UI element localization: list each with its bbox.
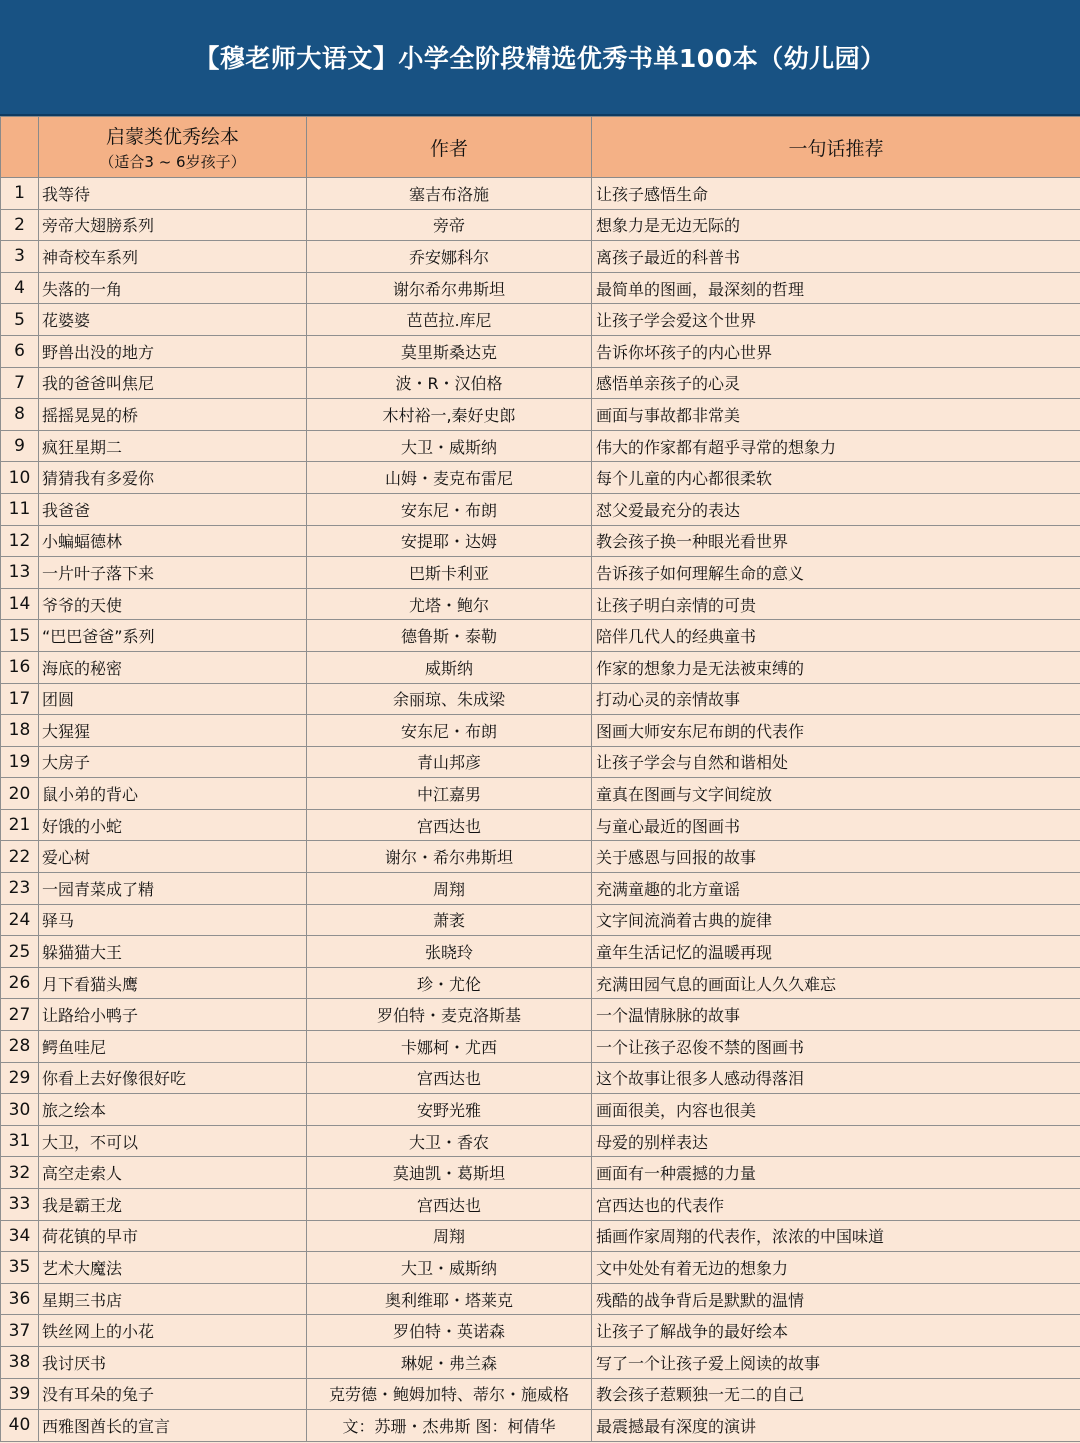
- book-recommendation: 充满童趣的北方童谣: [592, 873, 1080, 905]
- table-row: [1, 178, 1080, 210]
- table-row: [1, 1125, 1080, 1157]
- book-author: 宫西达也: [307, 1189, 592, 1221]
- book-title: 大房子: [39, 746, 307, 778]
- book-author: 青山邦彦: [307, 746, 592, 778]
- book-title: 一片叶子落下来: [39, 557, 307, 589]
- table-row: [1, 430, 1080, 462]
- row-number: 8: [1, 399, 39, 431]
- book-recommendation: 让孩子了解战争的最好绘本: [592, 1315, 1080, 1347]
- book-author: 芭芭拉.库尼: [307, 304, 592, 336]
- table-row: [1, 557, 1080, 589]
- book-author: 大卫・香农: [307, 1125, 592, 1157]
- book-title: 西雅图酋长的宣言: [39, 1410, 307, 1442]
- book-title: 爱心树: [39, 841, 307, 873]
- book-recommendation: 充满田园气息的画面让人久久难忘: [592, 967, 1080, 999]
- book-title: 失落的一角: [39, 272, 307, 304]
- header-book-label: 启蒙类优秀绘本: [105, 126, 239, 148]
- table-row: [1, 683, 1080, 715]
- table-row: [1, 1378, 1080, 1410]
- table-header-row: [1, 117, 1080, 178]
- table-row: [1, 1346, 1080, 1378]
- table-row: [1, 272, 1080, 304]
- book-recommendation: 让孩子明白亲情的可贵: [592, 588, 1080, 620]
- row-number: 24: [1, 904, 39, 936]
- book-recommendation: 让孩子学会与自然和谐相处: [592, 746, 1080, 778]
- book-recommendation: 童年生活记忆的温暖再现: [592, 936, 1080, 968]
- book-title: 好饿的小蛇: [39, 809, 307, 841]
- book-recommendation: 想象力是无边无际的: [592, 209, 1080, 241]
- book-author: 巴斯卡利亚: [307, 557, 592, 589]
- book-author: 乔安娜科尔: [307, 241, 592, 273]
- row-number: 23: [1, 873, 39, 905]
- book-title: 大猩猩: [39, 715, 307, 747]
- row-number: 25: [1, 936, 39, 968]
- book-title: 让路给小鸭子: [39, 999, 307, 1031]
- row-number: 36: [1, 1283, 39, 1315]
- header-book-age: （适合3 ~ 6岁孩子）: [99, 153, 246, 171]
- row-number: 3: [1, 241, 39, 273]
- book-author: 安东尼・布朗: [307, 715, 592, 747]
- table-row: [1, 588, 1080, 620]
- row-number: 29: [1, 1062, 39, 1094]
- book-title: 神奇校车系列: [39, 241, 307, 273]
- book-title: 团圆: [39, 683, 307, 715]
- book-author: 卡娜柯・尤西: [307, 1031, 592, 1063]
- book-title: 摇摇晃晃的桥: [39, 399, 307, 431]
- book-title: 鼠小弟的背心: [39, 778, 307, 810]
- page-title: 【穆老师大语文】小学全阶段精选优秀书单100本（幼儿园）: [194, 44, 886, 73]
- book-recommendation: 告诉孩子如何理解生命的意义: [592, 557, 1080, 589]
- title-bar: [0, 0, 1080, 116]
- book-recommendation: 关于感恩与回报的故事: [592, 841, 1080, 873]
- row-number: 12: [1, 525, 39, 557]
- book-recommendation: 感悟单亲孩子的心灵: [592, 367, 1080, 399]
- row-number: 21: [1, 809, 39, 841]
- book-title: 荷花镇的早市: [39, 1220, 307, 1252]
- book-author: 罗伯特・英诺森: [307, 1315, 592, 1347]
- row-number: 18: [1, 715, 39, 747]
- book-title: 旅之绘本: [39, 1094, 307, 1126]
- header-book: [39, 117, 307, 178]
- book-author: 威斯纳: [307, 651, 592, 683]
- book-recommendation: 宫西达也的代表作: [592, 1189, 1080, 1221]
- book-recommendation: 陪伴几代人的经典童书: [592, 620, 1080, 652]
- book-recommendation: 教会孩子换一种眼光看世界: [592, 525, 1080, 557]
- row-number: 9: [1, 430, 39, 462]
- table-row: [1, 936, 1080, 968]
- table-row: [1, 651, 1080, 683]
- table-row: [1, 304, 1080, 336]
- row-number: 11: [1, 493, 39, 525]
- book-recommendation: 图画大师安东尼布朗的代表作: [592, 715, 1080, 747]
- book-list-table: [0, 116, 1080, 1442]
- book-author: 大卫・威斯纳: [307, 430, 592, 462]
- book-author: 莫里斯桑达克: [307, 335, 592, 367]
- book-author: 宫西达也: [307, 809, 592, 841]
- row-number: 10: [1, 462, 39, 494]
- book-recommendation: 离孩子最近的科普书: [592, 241, 1080, 273]
- book-author: 宫西达也: [307, 1062, 592, 1094]
- book-recommendation: 让孩子感悟生命: [592, 178, 1080, 210]
- table-row: [1, 873, 1080, 905]
- table-row: [1, 399, 1080, 431]
- book-author: 安东尼・布朗: [307, 493, 592, 525]
- book-author: 文：苏珊・杰弗斯 图：柯倩华: [307, 1410, 592, 1442]
- header-author: 作者: [307, 117, 592, 178]
- book-title: 高空走索人: [39, 1157, 307, 1189]
- book-title: 疯狂星期二: [39, 430, 307, 462]
- table-row: [1, 809, 1080, 841]
- book-author: 克劳德・鲍姆加特、蒂尔・施威格: [307, 1378, 592, 1410]
- table-row: [1, 209, 1080, 241]
- book-recommendation: 最简单的图画，最深刻的哲理: [592, 272, 1080, 304]
- book-recommendation: 画面与事故都非常美: [592, 399, 1080, 431]
- book-title: 驿马: [39, 904, 307, 936]
- book-author: 琳妮・弗兰森: [307, 1346, 592, 1378]
- book-recommendation: 告诉你坏孩子的内心世界: [592, 335, 1080, 367]
- row-number: 38: [1, 1346, 39, 1378]
- book-recommendation: 画面有一种震撼的力量: [592, 1157, 1080, 1189]
- row-number: 39: [1, 1378, 39, 1410]
- table-row: [1, 746, 1080, 778]
- header-recommend: 一句话推荐: [592, 117, 1080, 178]
- table-row: [1, 1315, 1080, 1347]
- book-author: 山姆・麦克布雷尼: [307, 462, 592, 494]
- row-number: 15: [1, 620, 39, 652]
- row-number: 1: [1, 178, 39, 210]
- book-title: 我爸爸: [39, 493, 307, 525]
- book-recommendation: 这个故事让很多人感动得落泪: [592, 1062, 1080, 1094]
- table-row: [1, 335, 1080, 367]
- table-row: [1, 241, 1080, 273]
- row-number: 27: [1, 999, 39, 1031]
- book-title: “巴巴爸爸”系列: [39, 620, 307, 652]
- table-row: [1, 367, 1080, 399]
- row-number: 20: [1, 778, 39, 810]
- book-recommendation: 怼父爱最充分的表达: [592, 493, 1080, 525]
- book-title: 月下看猫头鹰: [39, 967, 307, 999]
- book-title: 鳄鱼哇尼: [39, 1031, 307, 1063]
- table-row: [1, 841, 1080, 873]
- book-recommendation: 每个儿童的内心都很柔软: [592, 462, 1080, 494]
- book-author: 张晓玲: [307, 936, 592, 968]
- row-number: 28: [1, 1031, 39, 1063]
- table-row: [1, 1157, 1080, 1189]
- book-recommendation: 文中处处有着无边的想象力: [592, 1252, 1080, 1284]
- book-title: 猜猜我有多爱你: [39, 462, 307, 494]
- row-number: 7: [1, 367, 39, 399]
- book-title: 我讨厌书: [39, 1346, 307, 1378]
- row-number: 17: [1, 683, 39, 715]
- book-title: 没有耳朵的兔子: [39, 1378, 307, 1410]
- book-author: 余丽琼、朱成梁: [307, 683, 592, 715]
- table-row: [1, 1410, 1080, 1442]
- book-title: 花婆婆: [39, 304, 307, 336]
- book-recommendation: 文字间流淌着古典的旋律: [592, 904, 1080, 936]
- book-title: 我等待: [39, 178, 307, 210]
- book-title: 艺术大魔法: [39, 1252, 307, 1284]
- row-number: 35: [1, 1252, 39, 1284]
- book-recommendation: 母爱的别样表达: [592, 1125, 1080, 1157]
- book-title: 星期三书店: [39, 1283, 307, 1315]
- row-number: 34: [1, 1220, 39, 1252]
- row-number: 33: [1, 1189, 39, 1221]
- book-author: 周翔: [307, 1220, 592, 1252]
- book-author: 德鲁斯・泰勒: [307, 620, 592, 652]
- book-author: 中江嘉男: [307, 778, 592, 810]
- table-row: [1, 1252, 1080, 1284]
- book-recommendation: 童真在图画与文字间绽放: [592, 778, 1080, 810]
- book-title: 一园青菜成了精: [39, 873, 307, 905]
- table-row: [1, 493, 1080, 525]
- row-number: 31: [1, 1125, 39, 1157]
- row-number: 2: [1, 209, 39, 241]
- row-number: 5: [1, 304, 39, 336]
- table-row: [1, 525, 1080, 557]
- table-row: [1, 778, 1080, 810]
- header-number: [1, 117, 39, 178]
- table-row: [1, 462, 1080, 494]
- book-recommendation: 打动心灵的亲情故事: [592, 683, 1080, 715]
- book-author: 木村裕一,秦好史郎: [307, 399, 592, 431]
- table-row: [1, 1189, 1080, 1221]
- book-title: 海底的秘密: [39, 651, 307, 683]
- book-author: 安提耶・达姆: [307, 525, 592, 557]
- book-author: 波・R・汉伯格: [307, 367, 592, 399]
- row-number: 16: [1, 651, 39, 683]
- book-recommendation: 一个让孩子忍俊不禁的图画书: [592, 1031, 1080, 1063]
- book-author: 谢尔・希尔弗斯坦: [307, 841, 592, 873]
- book-author: 安野光雅: [307, 1094, 592, 1126]
- book-recommendation: 插画作家周翔的代表作，浓浓的中国味道: [592, 1220, 1080, 1252]
- book-recommendation: 写了一个让孩子爱上阅读的故事: [592, 1346, 1080, 1378]
- book-title: 野兽出没的地方: [39, 335, 307, 367]
- book-author: 莫迪凯・葛斯坦: [307, 1157, 592, 1189]
- row-number: 22: [1, 841, 39, 873]
- table-row: [1, 1031, 1080, 1063]
- book-title: 你看上去好像很好吃: [39, 1062, 307, 1094]
- book-recommendation: 最震撼最有深度的演讲: [592, 1410, 1080, 1442]
- table-row: [1, 1062, 1080, 1094]
- book-author: 旁帝: [307, 209, 592, 241]
- book-author: 萧袤: [307, 904, 592, 936]
- book-title: 爷爷的天使: [39, 588, 307, 620]
- book-recommendation: 伟大的作家都有超乎寻常的想象力: [592, 430, 1080, 462]
- book-title: 小蝙蝠德林: [39, 525, 307, 557]
- book-recommendation: 残酷的战争背后是默默的温情: [592, 1283, 1080, 1315]
- book-author: 周翔: [307, 873, 592, 905]
- book-title: 旁帝大翅膀系列: [39, 209, 307, 241]
- book-recommendation: 画面很美，内容也很美: [592, 1094, 1080, 1126]
- table-row: [1, 967, 1080, 999]
- book-author: 罗伯特・麦克洛斯基: [307, 999, 592, 1031]
- book-author: 奥利维耶・塔莱克: [307, 1283, 592, 1315]
- table-row: [1, 1283, 1080, 1315]
- table-row: [1, 715, 1080, 747]
- row-number: 13: [1, 557, 39, 589]
- row-number: 37: [1, 1315, 39, 1347]
- row-number: 4: [1, 272, 39, 304]
- book-recommendation: 一个温情脉脉的故事: [592, 999, 1080, 1031]
- book-author: 谢尔希尔弗斯坦: [307, 272, 592, 304]
- row-number: 26: [1, 967, 39, 999]
- row-number: 19: [1, 746, 39, 778]
- row-number: 14: [1, 588, 39, 620]
- table-row: [1, 1220, 1080, 1252]
- row-number: 30: [1, 1094, 39, 1126]
- book-recommendation: 与童心最近的图画书: [592, 809, 1080, 841]
- book-author: 塞吉布洛施: [307, 178, 592, 210]
- book-recommendation: 让孩子学会爱这个世界: [592, 304, 1080, 336]
- book-title: 躲猫猫大王: [39, 936, 307, 968]
- book-author: 大卫・威斯纳: [307, 1252, 592, 1284]
- book-title: 我是霸王龙: [39, 1189, 307, 1221]
- table-row: [1, 620, 1080, 652]
- book-title: 我的爸爸叫焦尼: [39, 367, 307, 399]
- book-recommendation: 教会孩子惹颗独一无二的自己: [592, 1378, 1080, 1410]
- book-author: 珍・尤伦: [307, 967, 592, 999]
- table-row: [1, 904, 1080, 936]
- row-number: 6: [1, 335, 39, 367]
- book-title: 铁丝网上的小花: [39, 1315, 307, 1347]
- row-number: 40: [1, 1410, 39, 1442]
- table-row: [1, 999, 1080, 1031]
- book-author: 尤塔・鲍尔: [307, 588, 592, 620]
- book-title: 大卫，不可以: [39, 1125, 307, 1157]
- row-number: 32: [1, 1157, 39, 1189]
- book-recommendation: 作家的想象力是无法被束缚的: [592, 651, 1080, 683]
- table-row: [1, 1094, 1080, 1126]
